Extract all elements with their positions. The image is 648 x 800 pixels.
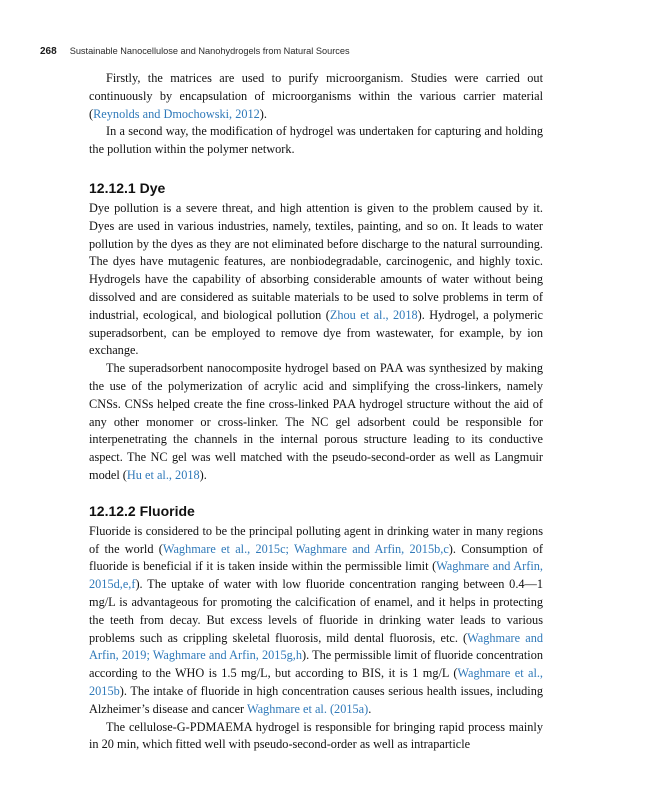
- paragraph-superadsorbent: The superadsorbent nanocomposite hydrogel based on PAA was synthesized by making the use of the polymerization of acrylic acid and simplifying the cross-linkers, namely CNSs. CNSs helped create the fine cross-linked PAA hydrogel structure without the aid of any other monomer or cross-linker. The NC gel adsorbent could be responsible for interpenetrating the channels in the internal porous structure leading to its conductive aspect. The NC gel was well matched with the pseudo-second-order as well as Langmuir model (Hu et al., 2018).: [89, 361, 543, 482]
- section-heading-dye: 12.12.1 Dye: [89, 179, 166, 196]
- section-heading-fluoride: 12.12.2 Fluoride: [89, 502, 195, 519]
- citation-link[interactable]: Reynolds and Dmochowski, 2012: [93, 106, 260, 121]
- citation-link[interactable]: Waghmare and Arfin, 2019; Waghmare and Arfin, 2015g,h: [89, 630, 543, 663]
- citation-link[interactable]: Hu et al., 2018: [126, 467, 200, 482]
- citation-link[interactable]: Waghmare et al. (2015a): [246, 701, 369, 716]
- paragraph-second-way: In a second way, the modification of hydrogel was undertaken for capturing and holding the pollution within the polymer network.: [89, 124, 543, 157]
- running-header: [40, 41, 350, 55]
- page-number: 268: [40, 46, 57, 57]
- citation-link[interactable]: Waghmare et al., 2015b: [89, 666, 544, 698]
- citation-link[interactable]: Waghmare and Arfin, 2015d,e,f: [89, 559, 543, 592]
- citation-link[interactable]: Waghmare et al., 2015c; Waghmare and Arfin, 2015b,c: [162, 541, 449, 556]
- body-text: [89, 70, 543, 754]
- paragraph-fluoride: Fluoride is considered to be the principal polluting agent in drinking water in many regions of the world (Waghmare et al., 2015c; Waghmare and Arfin, 2015b,c). Consumption of fluoride is beneficial if it is taken inside within the permissible limit (Waghmare and Arfin, 2015d,e,f). The uptake of water with low fluoride concentration ranging between 0.4—1 mg/L is advantageous for promoting the calcification of enamel, and it helps in protecting the teeth from decay. But excess levels of fluoride in drinking water leads to various problems such as crippling skeletal fluorosis, mild dental fluorosis, etc. (Waghmare and Arfin, 2019; Waghmare and Arfin, 2015g,h). The permissible limit of fluoride concentration according to the WHO is 1.5 mg/L, but according to BIS, it is 1 mg/L (Waghmare et al., 2015b). The intake of fluoride in high concentration causes serious health issues, including Alzheimer’s disease and cancer Waghmare et al. (2015a).: [89, 523, 544, 716]
- paragraph-matrices: Firstly, the matrices are used to purify microorganism. Studies were carried out continuously by encapsulation of microorganisms within the various carrier material (Reynolds and Dmochowski, 2012).: [89, 71, 543, 121]
- citation-link[interactable]: Zhou et al., 2018: [329, 307, 418, 322]
- paragraph-cellulose-hydrogel: The cellulose-G-PDMAEMA hydrogel is responsible for bringing rapid process mainly in 20 min, which fitted well with pseudo-second-order as well as intraparticle: [89, 719, 543, 752]
- paragraph-dye-pollution: Dye pollution is a severe threat, and high attention is given to the problem caused by it. Dyes are used in various industries, namely, textiles, painting, and so on. It leads to water pollution by the dyes as they are not eliminated before discharge to the natural surrounding. The dyes have mutagenic features, are nonbiodegradable, carcinogenic, and highly toxic. Hydrogels have the capability of absorbing considerable amounts of water without being dissolved and are considered as suitable materials to be used to solve problems in term of industrial, ecological, and biological pollution (Zhou et al., 2018). Hydrogel, a polymeric superadsorbent, can be employed to remove dye from wastewater, for example, by ion exchange.: [89, 200, 543, 358]
- running-title: Sustainable Nanocellulose and Nanohydrogels from Natural Sources: [69, 46, 350, 56]
